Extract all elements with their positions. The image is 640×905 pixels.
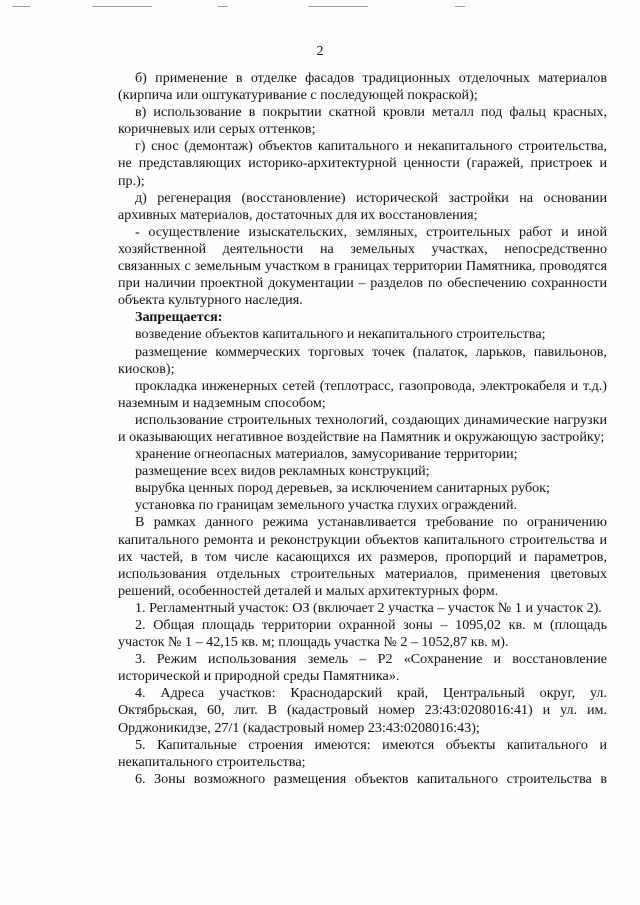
paragraph: вырубка ценных пород деревьев, за исключением санитарных рубок;	[135, 480, 550, 497]
paragraph: 6. Зоны возможного размещения объектов капитального строительства в	[135, 770, 607, 787]
heading-text: Запрещается:	[135, 309, 223, 326]
paragraph: использование строительных технологий, создающих динамические нагрузки и оказывающих негативное воздействие на Памятник и окружающую застройку;	[118, 411, 607, 445]
paragraph: - осуществление изыскательских, земляных, строительных работ и иной хозяйственной деятельности на земельных участках, непосредственно связанных с земельным участком в границах территории Памятника, проводятся при наличии проектной документации – разделов по обеспечению сохранности объекта культурного наследия.	[118, 223, 607, 309]
paragraph: прокладка инженерных сетей (теплотрасс, газопровода, электрокабеля и т.д.) наземным и надземным способом;	[118, 377, 607, 411]
paragraph: размещение всех видов рекламных конструкций;	[135, 463, 430, 480]
scan-edge-mark	[455, 6, 465, 7]
paragraph: 4. Адреса участков: Краснодарский край, Центральный округ, ул. Октябрьская, 60, лит. В (кадастровый номер 23:43:0208016:41) и ул. им. Орджоникидзе, 27/1 (кадастровый номер 23:43:0208016:43);	[118, 685, 607, 736]
scan-edge-mark	[12, 6, 30, 7]
document-body	[118, 70, 607, 788]
page-number: 2	[316, 44, 324, 59]
scan-edge-mark	[218, 6, 228, 7]
paragraph: В рамках данного режима устанавливается требование по ограничению капитального ремонта и реконструкции объектов капитального строительства и их частей, в том числе касающихся их размеров, пропорций и параметров, использования отдельных строительных материалов, применения цветовых решений, особенностей деталей и малых архитектурных форм.	[118, 514, 607, 599]
paragraph: возведение объектов капитального и некапитального строительства;	[135, 326, 546, 343]
paragraph: установка по границам земельного участка глухих ограждений.	[135, 497, 518, 514]
scan-edge-mark	[308, 6, 368, 7]
paragraph: г) снос (демонтаж) объектов капитального и некапитального строительства, не представляющих историко-архитектурной ценности (гаражей, пристроек и пр.);	[118, 138, 607, 189]
paragraph: б) применение в отделке фасадов традиционных отделочных материалов (кирпича или оштукатуривание с последующей покраской);	[118, 70, 607, 104]
paragraph: 5. Капитальные строения имеются: имеются объекты капитального и некапитального строительства;	[118, 736, 607, 770]
paragraph: хранение огнеопасных материалов, замусоривание территории;	[135, 446, 518, 463]
paragraph: размещение коммерческих торговых точек (палаток, ларьков, павильонов, киосков);	[118, 343, 607, 377]
paragraph: 1. Регламентный участок: ОЗ (включает 2 участка – участок № 1 и участок 2).	[135, 599, 602, 616]
paragraph: 3. Режим использования земель – Р2 «Сохранение и восстановление исторической и природной среды Памятника».	[118, 651, 607, 685]
scan-edge-mark	[92, 6, 152, 7]
section-heading-prohibited	[118, 309, 607, 326]
paragraph: д) регенерация (восстановление) исторической застройки на основании архивных материалов, достаточных для их восстановления;	[118, 189, 607, 223]
paragraph: 2. Общая площадь территории охранной зоны – 1095,02 кв. м (площадь участок № 1 – 42,15 кв. м; площадь участка № 2 – 1052,87 кв. м).	[118, 617, 607, 651]
paragraph: в) использование в покрытии скатной кровли металл под фальц красных, коричневых или серых оттенков;	[118, 104, 607, 138]
